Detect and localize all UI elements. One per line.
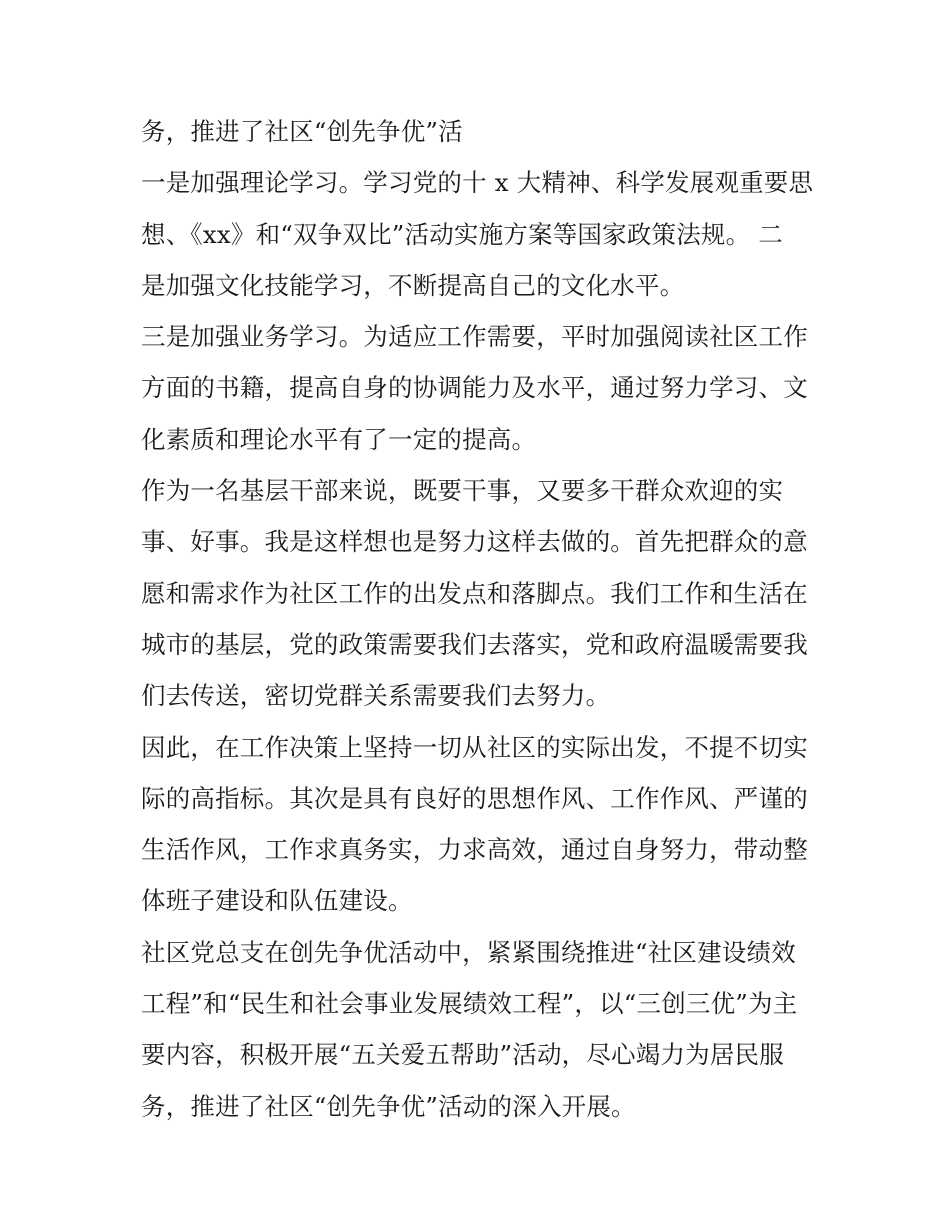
text-line: 是加强文化技能学习，不断提高自己的文化水平。 [141, 270, 685, 300]
text-line: 社区党总支在创先争优活动中，紧紧围绕推进“社区建设绩效 [141, 937, 796, 967]
text-line: 化素质和理论水平有了一定的提高。 [141, 424, 537, 454]
text-line: 务，推进了社区“创先争优”活动的深入开展。 [141, 1091, 636, 1121]
text-line: 体班子建设和队伍建设。 [141, 886, 413, 916]
text-line: 事、好事。我是这样想也是努力这样去做的。首先把群众的意 [141, 527, 808, 557]
text-line: 际的高指标。其次是具有良好的思想作风、工作作风、严谨的 [141, 783, 808, 813]
text-line: 生活作风，工作求真务实，力求高效，通过自身努力，带动整 [141, 835, 808, 865]
text-line: 一是加强理论学习。学习党的十 x 大精神、科学发展观重要思 [141, 168, 814, 198]
text-line: 城市的基层，党的政策需要我们去落实，党和政府温暖需要我 [141, 629, 808, 659]
text-line: 作为一名基层干部来说，既要干事，又要多干群众欢迎的实 [141, 476, 784, 506]
text-line: 们去传送，密切党群关系需要我们去努力。 [141, 681, 611, 711]
document-body [141, 106, 813, 1132]
text-line: 工程”和“民生和社会事业发展绩效工程”，以“三创三优”为主 [141, 989, 798, 1019]
text-line: 因此，在工作决策上坚持一切从社区的实际出发，不提不切实 [141, 732, 808, 762]
text-line: 想、《xx》和“双争双比”活动实施方案等国家政策法规。 二 [141, 219, 784, 249]
text-line: 要内容，积极开展“五关爱五帮助”活动，尽心竭力为居民服 [141, 1040, 784, 1070]
text-line: 三是加强业务学习。为适应工作需要，平时加强阅读社区工作 [141, 322, 808, 352]
text-line: 务，推进了社区“创先争优”活 [141, 117, 463, 146]
text-line: 方面的书籍，提高自身的协调能力及水平，通过努力学习、文 [141, 373, 808, 403]
text-line: 愿和需求作为社区工作的出发点和落脚点。我们工作和生活在 [141, 578, 808, 608]
